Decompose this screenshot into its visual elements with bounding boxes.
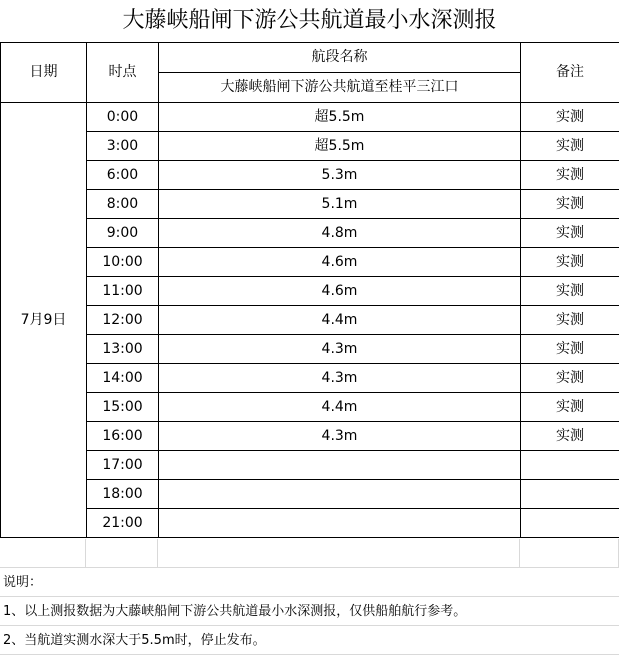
remark-cell: 实测 [521,132,619,161]
table-row [1,393,619,422]
header-time: 时点 [87,43,159,103]
time-cell: 6:00 [87,161,159,190]
time-cell: 16:00 [87,422,159,451]
depth-cell: 5.3m [159,161,521,190]
remark-cell: 实测 [521,190,619,219]
depth-cell: 4.4m [159,393,521,422]
remark-cell: 实测 [521,161,619,190]
header-segment-name: 航段名称 [159,43,521,73]
table-row [1,103,619,132]
remark-cell: 实测 [521,364,619,393]
note-line-1: 1、以上测报数据为大藤峡船闸下游公共航道最小水深测报，仅供船舶航行参考。 [0,597,619,626]
depth-cell [159,480,521,509]
table-row [1,509,619,538]
depth-cell: 超5.5m [159,103,521,132]
header-date: 日期 [1,43,87,103]
time-cell: 10:00 [87,248,159,277]
report-title: 大藤峡船闸下游公共航道最小水深测报 [122,8,497,33]
notes-heading: 说明： [0,568,619,597]
header-row-1 [1,43,619,73]
depth-cell [159,451,521,480]
time-cell: 8:00 [87,190,159,219]
table-row [1,335,619,364]
depth-cell: 4.8m [159,219,521,248]
depth-cell: 超5.5m [159,132,521,161]
blank-cell [0,539,86,568]
table-row [1,480,619,509]
remark-cell: 实测 [521,277,619,306]
blank-cell [158,539,520,568]
table-row [1,132,619,161]
table-row [1,364,619,393]
table-row [1,161,619,190]
notes-section [0,568,619,655]
time-cell: 11:00 [87,277,159,306]
remark-cell: 实测 [521,393,619,422]
header-remark: 备注 [521,43,619,103]
table-row [1,451,619,480]
time-cell: 13:00 [87,335,159,364]
date-cell: 7月9日 [1,103,87,538]
note-line-2: 2、当航道实测水深大于5.5m时，停止发布。 [0,626,619,655]
table-row [1,190,619,219]
table-row [1,219,619,248]
remark-cell [521,509,619,538]
table-row [1,248,619,277]
table-row [1,277,619,306]
remark-cell [521,451,619,480]
depth-table [0,42,619,538]
depth-cell: 4.4m [159,306,521,335]
time-cell: 17:00 [87,451,159,480]
blank-cell [520,539,619,568]
time-cell: 12:00 [87,306,159,335]
time-cell: 18:00 [87,480,159,509]
time-cell: 15:00 [87,393,159,422]
remark-cell: 实测 [521,248,619,277]
time-cell: 9:00 [87,219,159,248]
remark-cell [521,480,619,509]
time-cell: 21:00 [87,509,159,538]
depth-cell: 4.3m [159,364,521,393]
depth-cell: 5.1m [159,190,521,219]
depth-cell: 4.6m [159,277,521,306]
time-cell: 14:00 [87,364,159,393]
time-cell: 3:00 [87,132,159,161]
remark-cell: 实测 [521,306,619,335]
remark-cell: 实测 [521,335,619,364]
time-cell: 0:00 [87,103,159,132]
depth-cell: 4.3m [159,422,521,451]
table-row [1,306,619,335]
depth-cell: 4.6m [159,248,521,277]
depth-cell: 4.3m [159,335,521,364]
depth-cell [159,509,521,538]
table-row [1,422,619,451]
remark-cell: 实测 [521,219,619,248]
header-segment: 大藤峡船闸下游公共航道至桂平三江口 [159,73,521,103]
blank-cell [86,539,158,568]
remark-cell: 实测 [521,422,619,451]
remark-cell: 实测 [521,103,619,132]
blank-spreadsheet-row [0,539,619,568]
